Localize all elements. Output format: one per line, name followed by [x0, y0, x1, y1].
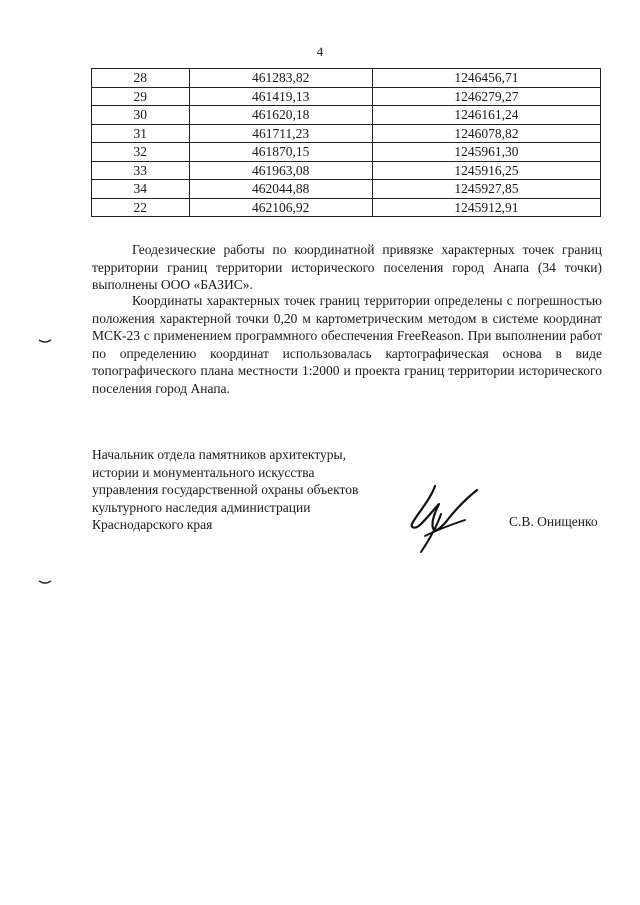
- binding-hole-mark: [38, 338, 52, 344]
- table-row: [92, 143, 601, 162]
- x-coordinate-cell: 462044,88: [189, 180, 372, 199]
- paragraph-coordinates-method: Координаты характерных точек границ территории определены с погрешностью положения характерной точки 0,20 м картометрическим методом в системе координат МСК-23 с применением программного обеспечения FreeReason. При выполнении работ по определению координат использовалась картографическая основа в виде топографического плана местности 1:2000 и проекта границ территории исторического поселения город Анапа.: [92, 293, 602, 396]
- signer-line: истории и монументального искусства: [92, 464, 315, 480]
- table-row: [92, 87, 601, 106]
- x-coordinate-cell: 461419,13: [189, 87, 372, 106]
- y-coordinate-cell: 1246078,82: [372, 124, 600, 143]
- table-row: [92, 198, 601, 217]
- signer-line: Начальник отдела памятников архитектуры,: [92, 447, 346, 462]
- point-number-cell: 31: [92, 124, 190, 143]
- point-number-cell: 33: [92, 161, 190, 180]
- table-row: [92, 69, 601, 88]
- table-row: [92, 124, 601, 143]
- point-number-cell: 22: [92, 198, 190, 217]
- coordinates-table: [91, 68, 601, 217]
- signer-name: С.В. Онищенко: [509, 514, 598, 529]
- y-coordinate-cell: 1245912,91: [372, 198, 600, 217]
- signer-line: управления государственной охраны объектов: [92, 482, 359, 497]
- point-number-cell: 34: [92, 180, 190, 199]
- y-coordinate-cell: 1245916,25: [372, 161, 600, 180]
- x-coordinate-cell: 461711,23: [189, 124, 372, 143]
- handwritten-signature: [405, 478, 495, 558]
- signer-line: культурного наследия администрации: [92, 499, 311, 515]
- point-number-cell: 29: [92, 87, 190, 106]
- signer-line: Краснодарского края: [92, 517, 213, 532]
- point-number-cell: 28: [92, 69, 190, 88]
- y-coordinate-cell: 1245927,85: [372, 180, 600, 199]
- table-row: [92, 180, 601, 199]
- page-number: 4: [316, 44, 324, 59]
- paragraph-geodetic-works: Геодезические работы по координатной привязке характерных точек границ территории границ территории исторического поселения город Анапа (34 точки) выполнены ООО «БАЗИС».: [92, 242, 602, 292]
- binding-hole-mark: [38, 579, 52, 585]
- y-coordinate-cell: 1246279,27: [372, 87, 600, 106]
- signer-position: [92, 446, 358, 534]
- point-number-cell: 32: [92, 143, 190, 162]
- x-coordinate-cell: 461870,15: [189, 143, 372, 162]
- y-coordinate-cell: 1246161,24: [372, 106, 600, 125]
- x-coordinate-cell: 461620,18: [189, 106, 372, 125]
- x-coordinate-cell: 461963,08: [189, 161, 372, 180]
- coordinates-table-body: [92, 69, 601, 217]
- y-coordinate-cell: 1246456,71: [372, 69, 600, 88]
- y-coordinate-cell: 1245961,30: [372, 143, 600, 162]
- point-number-cell: 30: [92, 106, 190, 125]
- table-row: [92, 161, 601, 180]
- table-row: [92, 106, 601, 125]
- x-coordinate-cell: 461283,82: [189, 69, 372, 88]
- x-coordinate-cell: 462106,92: [189, 198, 372, 217]
